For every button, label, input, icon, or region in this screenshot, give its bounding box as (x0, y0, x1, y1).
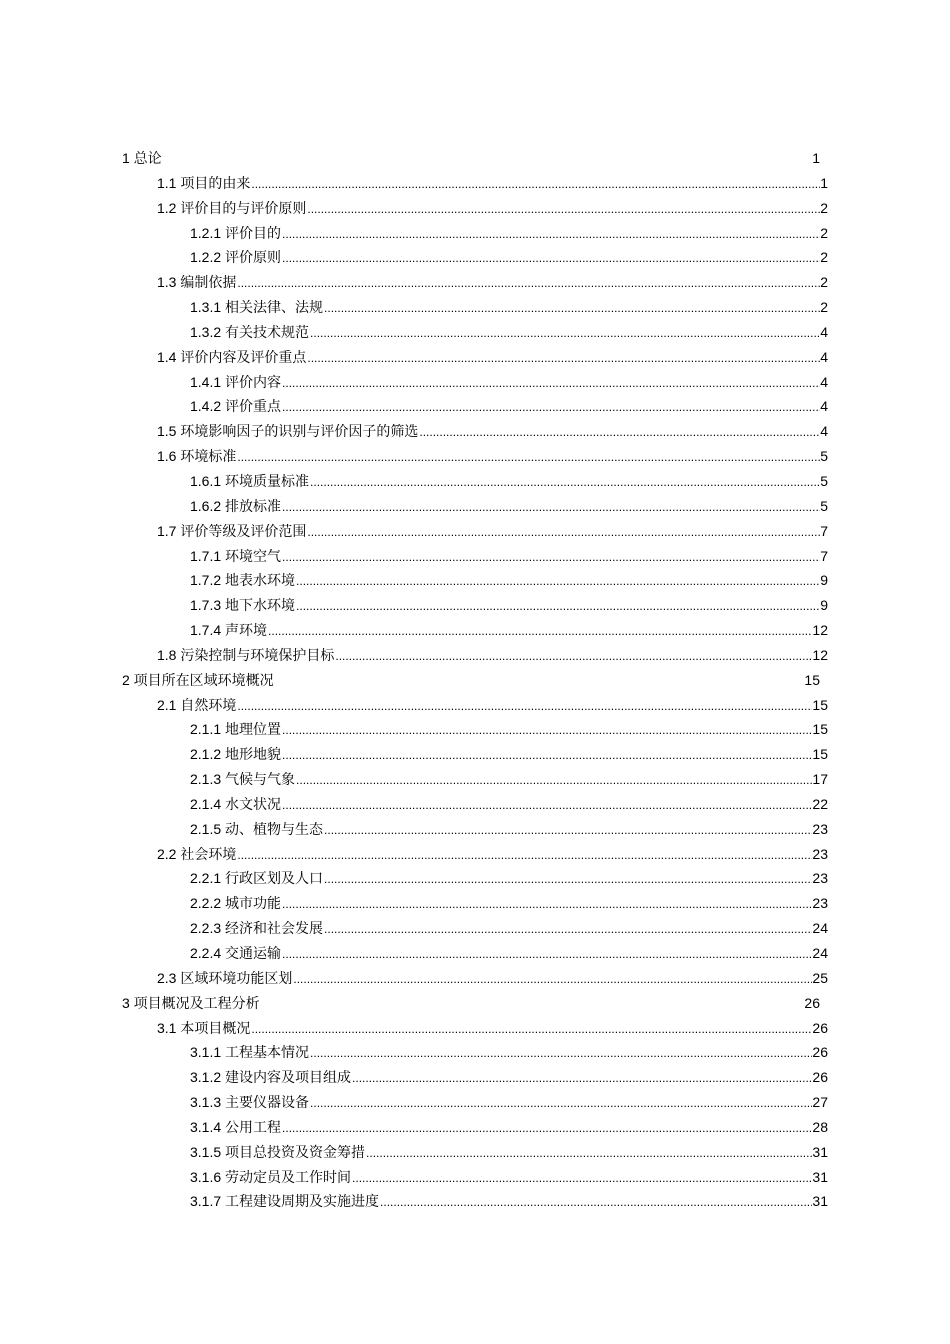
toc-entry-line (190, 717, 828, 742)
toc-entry-label: 2.2.4 交通运输 (190, 945, 282, 961)
toc-dot-leader (306, 197, 820, 222)
toc-page-number: 15 (804, 671, 820, 688)
toc-dot-leader (281, 495, 820, 520)
toc-subsection-entry[interactable] (0, 742, 950, 767)
toc-entry-label: 1.4.1 评价内容 (190, 373, 282, 390)
toc-entry-label: 2.2.2 城市功能 (190, 895, 282, 912)
toc-entry-line (157, 966, 828, 991)
toc-entry-line (190, 1065, 828, 1090)
toc-subsection-entry[interactable] (0, 245, 950, 270)
toc-page-number: 2 (820, 299, 828, 316)
toc-entry-label: 1.6 环境标准 (157, 448, 237, 465)
toc-entry-label: 1.7 评价等级及评价范围 (157, 522, 307, 539)
toc-entry-label: 1.7.1 环境空气 (190, 547, 282, 564)
toc-dot-leader (295, 569, 820, 594)
toc-entry-label: 1.3 编制依据 (157, 274, 237, 291)
toc-entry-label: 1 总论 (122, 150, 162, 166)
toc-page-number: 15 (812, 696, 828, 713)
toc-subsection-entry[interactable] (0, 221, 950, 246)
toc-entry-line (157, 444, 828, 469)
toc-subsection-entry[interactable] (0, 1189, 950, 1214)
toc-entry-line (190, 1140, 828, 1165)
toc-page-number: 12 (812, 622, 828, 639)
toc-entry-label: 3.1.3 主要仪器设备 (190, 1094, 310, 1111)
toc-subsection-entry[interactable] (0, 916, 950, 941)
toc-page-number: 1 (812, 150, 820, 166)
toc-entry-label: 2.1.3 气候与气象 (190, 771, 296, 788)
toc-dot-leader (281, 246, 820, 271)
toc-page-number: 2 (820, 249, 828, 266)
toc-subsection-entry[interactable] (0, 394, 950, 419)
toc-dot-leader (309, 1091, 812, 1116)
toc-entry-line (190, 394, 828, 419)
toc-entry-line (190, 494, 828, 519)
toc-page-number: 26 (804, 994, 820, 1011)
toc-dot-leader (281, 222, 820, 247)
toc-page-number: 5 (820, 472, 828, 489)
toc-entry-line (190, 792, 828, 817)
toc-entry-line (122, 991, 828, 1016)
toc-page-number: 17 (812, 771, 828, 788)
toc-section-entry[interactable] (0, 345, 950, 370)
toc-page-number: 25 (812, 969, 828, 986)
toc-subsection-entry[interactable] (0, 618, 950, 643)
toc-dot-leader (309, 1041, 812, 1066)
toc-entry-line (157, 419, 828, 444)
toc-entry-line (190, 891, 828, 916)
toc-entry-line (190, 767, 828, 792)
toc-dot-leader (306, 346, 820, 371)
toc-entry-line (190, 618, 828, 643)
toc-dot-leader (236, 694, 812, 719)
toc-subsection-entry[interactable] (0, 568, 950, 593)
toc-entry-line (157, 693, 828, 718)
toc-page-number: 4 (820, 373, 828, 390)
toc-dot-leader (309, 470, 820, 495)
toc-section-entry[interactable] (0, 519, 950, 544)
toc-entry-line (190, 1165, 828, 1190)
toc-entry-line (190, 544, 828, 569)
toc-entry-label: 2.1 自然环境 (157, 696, 237, 713)
toc-subsection-entry[interactable] (0, 767, 950, 792)
toc-section-entry[interactable] (0, 842, 950, 867)
toc-page-number: 31 (812, 1168, 828, 1185)
toc-page-number: 24 (812, 920, 828, 937)
toc-entry-line (190, 320, 828, 345)
toc-subsection-entry[interactable] (0, 494, 950, 519)
toc-dot-leader (281, 743, 812, 768)
toc-page-number: 31 (812, 1193, 828, 1210)
toc-entry-line (190, 941, 828, 966)
toc-page-number: 2 (820, 224, 828, 241)
toc-entry-label: 1.7.2 地表水环境 (190, 572, 296, 589)
toc-dot-leader (418, 420, 820, 445)
toc-entry-line (190, 1090, 828, 1115)
toc-entry-line (157, 519, 828, 544)
toc-page-number: 24 (812, 945, 828, 961)
toc-page-number: 4 (820, 423, 828, 440)
toc-page-number: 2 (820, 274, 828, 291)
toc-section-entry[interactable] (0, 196, 950, 221)
toc-dot-leader (250, 172, 820, 197)
toc-subsection-entry[interactable] (0, 320, 950, 345)
toc-subsection-entry[interactable] (0, 469, 950, 494)
toc-entry-label: 1.7.4 声环境 (190, 622, 268, 639)
toc-entry-line (190, 469, 828, 494)
toc-entry-line (157, 196, 828, 221)
toc-entry-line (190, 245, 828, 270)
toc-dot-leader (351, 1166, 812, 1191)
toc-section-entry[interactable] (0, 966, 950, 991)
toc-dot-leader (281, 371, 820, 396)
toc-dot-leader (323, 818, 812, 843)
toc-page-number: 23 (812, 845, 828, 862)
toc-entry-line (157, 171, 828, 196)
toc-page-number: 9 (820, 572, 828, 589)
toc-section-entry[interactable] (0, 171, 950, 196)
toc-dot-leader (334, 644, 812, 669)
toc-subsection-entry[interactable] (0, 1165, 950, 1190)
toc-entry-label: 2.1.2 地形地貌 (190, 746, 282, 763)
toc-page-number: 2 (820, 199, 828, 216)
toc-subsection-entry[interactable] (0, 370, 950, 395)
toc-entry-line (190, 1189, 828, 1214)
toc-entry-line (122, 668, 828, 693)
toc-entry-line (190, 817, 828, 842)
toc-section-entry[interactable] (0, 419, 950, 444)
toc-entry-line (157, 270, 828, 295)
toc-page-number: 5 (820, 497, 828, 514)
toc-dot-leader (306, 520, 820, 545)
toc-page-number: 9 (820, 597, 828, 614)
toc-entry-label: 1.8 污染控制与环境保护目标 (157, 646, 335, 663)
toc-page-number: 4 (820, 323, 828, 340)
toc-page-number: 23 (812, 870, 828, 887)
toc-entry-line (190, 295, 828, 320)
toc-entry-label: 1.7.3 地下水环境 (190, 597, 296, 614)
toc-dot-leader (379, 1190, 812, 1215)
toc-dot-leader (323, 296, 820, 321)
toc-entry-label: 1.3.2 有关技术规范 (190, 323, 310, 340)
toc-entry-label: 3.1.2 建设内容及项目组成 (190, 1069, 352, 1086)
toc-entry-line (190, 221, 828, 246)
toc-entry-line (157, 345, 828, 370)
toc-dot-leader (267, 619, 812, 644)
toc-entry-label: 1.3.1 相关法律、法规 (190, 299, 324, 316)
toc-section-entry[interactable] (0, 444, 950, 469)
toc-dot-leader (309, 321, 820, 346)
toc-entry-line (190, 866, 828, 891)
toc-page-number: 22 (812, 795, 828, 812)
toc-entry-line (190, 916, 828, 941)
toc-section-entry[interactable] (0, 643, 950, 668)
toc-subsection-entry[interactable] (0, 295, 950, 320)
toc-entry-label: 2 项目所在区域环境概况 (122, 671, 274, 688)
toc-dot-leader (236, 843, 812, 868)
toc-page-number: 26 (812, 1069, 828, 1086)
toc-entry-line (157, 1016, 828, 1041)
toc-subsection-entry[interactable] (0, 593, 950, 618)
toc-page-number: 23 (812, 895, 828, 912)
toc-entry-label: 2.2 社会环境 (157, 845, 237, 862)
toc-subsection-entry[interactable] (0, 1140, 950, 1165)
toc-chapter-entry[interactable] (0, 668, 950, 693)
toc-dot-leader (351, 1066, 812, 1091)
toc-subsection-entry[interactable] (0, 941, 950, 966)
toc-subsection-entry[interactable] (0, 1115, 950, 1140)
toc-dot-leader (281, 793, 812, 818)
toc-chapter-entry[interactable] (0, 146, 950, 171)
toc-dot-leader (281, 395, 820, 420)
toc-entry-label: 1.2.2 评价原则 (190, 249, 282, 266)
toc-dot-leader (281, 545, 820, 570)
toc-dot-leader (281, 942, 812, 967)
toc-subsection-entry[interactable] (0, 1090, 950, 1115)
toc-entry-line (157, 643, 828, 668)
toc-entry-label: 3.1 本项目概况 (157, 1019, 251, 1036)
toc-entry-label: 1.4.2 评价重点 (190, 398, 282, 415)
toc-entry-label: 3.1.4 公用工程 (190, 1118, 282, 1135)
toc-page-number: 4 (820, 348, 828, 365)
toc-entry-label: 3 项目概况及工程分析 (122, 994, 260, 1011)
toc-page-number: 28 (812, 1118, 828, 1135)
toc-entry-line (157, 842, 828, 867)
toc-page-number: 12 (812, 646, 828, 663)
toc-dot-leader (281, 718, 812, 743)
toc-entry-label: 1.2 评价目的与评价原则 (157, 199, 307, 216)
toc-section-entry[interactable] (0, 693, 950, 718)
toc-page-number: 4 (820, 398, 828, 415)
toc-entry-line (190, 1115, 828, 1140)
toc-subsection-entry[interactable] (0, 817, 950, 842)
toc-page-number: 31 (812, 1143, 828, 1160)
toc-subsection-entry[interactable] (0, 866, 950, 891)
toc-subsection-entry[interactable] (0, 891, 950, 916)
toc-entry-label: 1.1 项目的由来 (157, 174, 251, 191)
toc-entry-label: 2.2.3 经济和社会发展 (190, 920, 324, 937)
toc-dot-leader (250, 1017, 812, 1042)
toc-dot-leader (323, 867, 812, 892)
toc-section-entry[interactable] (0, 1016, 950, 1041)
toc-entry-label: 2.3 区域环境功能区划 (157, 969, 293, 986)
toc-chapter-entry[interactable] (0, 991, 950, 1016)
toc-entry-line (190, 1040, 828, 1065)
toc-page-number: 23 (812, 820, 828, 837)
toc-entry-line (122, 146, 828, 171)
toc-dot-leader (365, 1141, 812, 1166)
toc-subsection-entry[interactable] (0, 1040, 950, 1065)
toc-entry-label: 2.1.5 动、植物与生态 (190, 820, 324, 837)
toc-entry-label: 2.1.4 水文状况 (190, 795, 282, 812)
toc-entry-label: 1.2.1 评价目的 (190, 224, 282, 241)
toc-entry-label: 3.1.1 工程基本情况 (190, 1044, 310, 1061)
toc-dot-leader (295, 594, 820, 619)
toc-page-number: 5 (820, 448, 828, 465)
table-of-contents (0, 146, 950, 1214)
toc-dot-leader (295, 768, 812, 793)
toc-dot-leader (323, 917, 812, 942)
toc-entry-line (190, 593, 828, 618)
toc-entry-label: 3.1.5 项目总投资及资金筹措 (190, 1143, 366, 1160)
toc-dot-leader (292, 967, 812, 992)
toc-entry-label: 3.1.7 工程建设周期及实施进度 (190, 1193, 380, 1210)
toc-page-number: 7 (820, 522, 828, 539)
toc-page-number: 15 (812, 746, 828, 763)
toc-entry-line (190, 742, 828, 767)
toc-section-entry[interactable] (0, 270, 950, 295)
toc-entry-label: 2.2.1 行政区划及人口 (190, 870, 324, 887)
toc-entry-line (190, 370, 828, 395)
toc-dot-leader (281, 892, 812, 917)
toc-subsection-entry[interactable] (0, 1065, 950, 1090)
toc-entry-label: 3.1.6 劳动定员及工作时间 (190, 1168, 352, 1185)
toc-subsection-entry[interactable] (0, 544, 950, 569)
toc-page-number: 26 (812, 1019, 828, 1036)
toc-page-number: 15 (812, 721, 828, 738)
toc-subsection-entry[interactable] (0, 717, 950, 742)
toc-page-number: 1 (820, 174, 828, 191)
toc-entry-label: 1.4 评价内容及评价重点 (157, 348, 307, 365)
toc-page-number: 27 (812, 1094, 828, 1111)
toc-entry-label: 1.6.2 排放标准 (190, 497, 282, 514)
toc-dot-leader (236, 271, 820, 296)
toc-page-number: 7 (820, 547, 828, 564)
toc-entry-label: 1.5 环境影响因子的识别与评价因子的筛选 (157, 423, 419, 440)
toc-entry-label: 2.1.1 地理位置 (190, 721, 282, 738)
toc-dot-leader (236, 445, 820, 470)
toc-entry-line (190, 568, 828, 593)
toc-subsection-entry[interactable] (0, 792, 950, 817)
toc-dot-leader (281, 1116, 812, 1141)
toc-entry-label: 1.6.1 环境质量标准 (190, 472, 310, 489)
toc-page-number: 26 (812, 1044, 828, 1061)
